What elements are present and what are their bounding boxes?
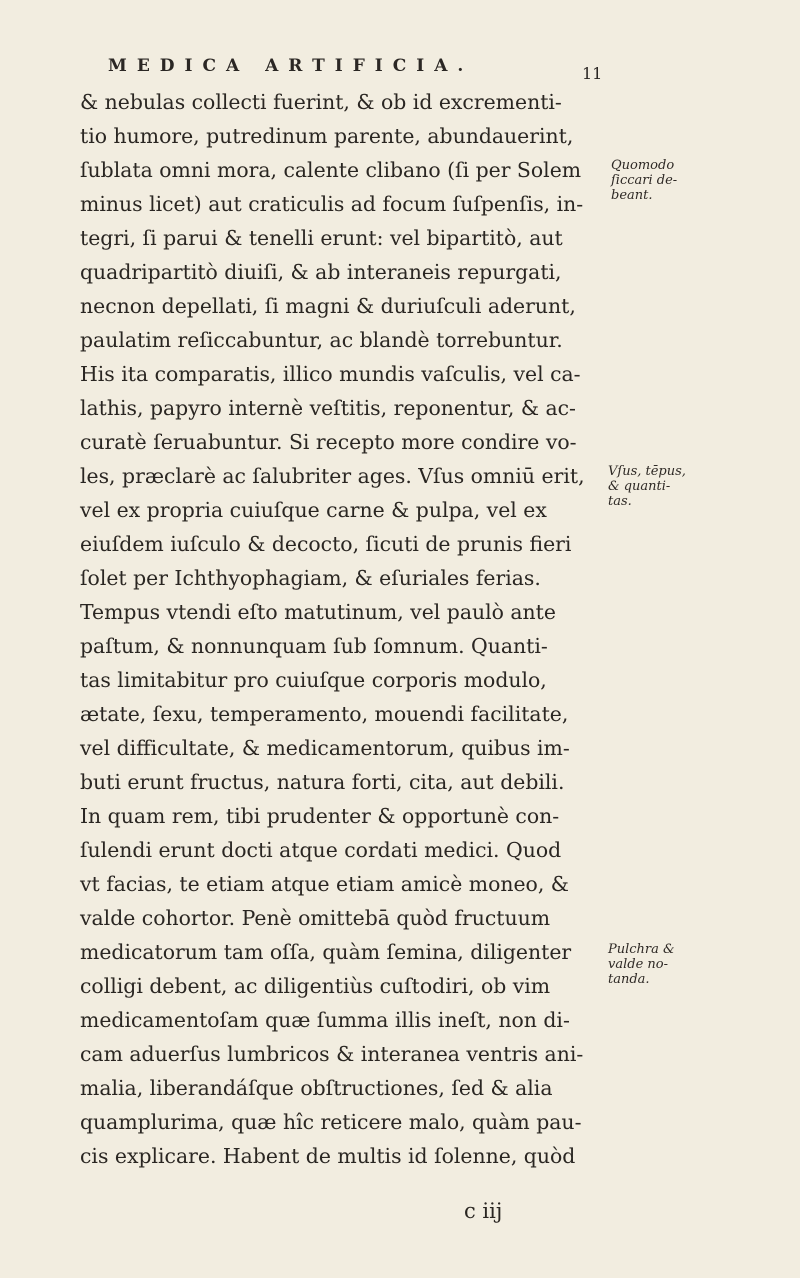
text-line: cam aduerſus lumbricos & interanea ventris ani- xyxy=(80,1042,584,1066)
text-line: medicatorum tam oſſa, quàm ſemina, diligenter xyxy=(80,940,572,964)
marginal-note-line: tanda. xyxy=(608,972,650,987)
text-line: ſulendi erunt docti atque cordati medici. Quod xyxy=(80,838,562,862)
text-line: tio humore, putredinum parente, abundauerint, xyxy=(80,124,574,148)
text-line: tas limitabitur pro cuiuſque corporis modulo, xyxy=(80,668,547,692)
page-number: 11 xyxy=(582,64,603,83)
text-line: ſolet per Ichthyophagiam, & eſuriales ferias. xyxy=(80,566,541,590)
text-line: quamplurima, quæ hîc reticere malo, quàm pau- xyxy=(80,1110,582,1134)
text-line: necnon depellati, ſi magni & duriuſculi aderunt, xyxy=(80,294,576,318)
text-line: paſtum, & nonnunquam ſub ſomnum. Quanti- xyxy=(80,634,548,658)
text-line: curatè ſeruabuntur. Si recepto more condire vo- xyxy=(80,430,577,454)
marginal-note-drying xyxy=(611,158,677,203)
marginal-note-line: Quomodo xyxy=(611,158,675,173)
marginal-note-usage xyxy=(608,464,686,509)
text-line: quadripartitò diuiſi, & ab interaneis repurgati, xyxy=(80,260,562,284)
marginal-note-line: ſiccari de- xyxy=(611,173,678,188)
text-line: ætate, ſexu, temperamento, mouendi facilitate, xyxy=(80,702,569,726)
text-line: malia, liberandáſque obſtructiones, ſed & alia xyxy=(80,1076,553,1100)
text-line: His ita comparatis, illico mundis vaſculis, vel ca- xyxy=(80,362,581,386)
text-line: buti erunt fructus, natura forti, cita, aut debili. xyxy=(80,770,565,794)
text-line: minus licet) aut craticulis ad focum ſuſpenſis, in- xyxy=(80,192,584,216)
text-line: les, præclarè ac ſalubriter ages. Vſus omniū erit, xyxy=(80,464,585,488)
marginal-note-line: valde no- xyxy=(608,957,668,972)
text-line: valde cohortor. Penè omittebā quòd fructuum xyxy=(80,906,551,930)
text-line: colligi debent, ac diligentiùs cuſtodiri, ob vim xyxy=(80,974,551,998)
marginal-note-line: Pulchra & xyxy=(608,942,675,957)
text-line: In quam rem, tibi prudenter & opportunè con- xyxy=(80,804,560,828)
marginal-note-line: beant. xyxy=(611,188,653,203)
marginal-note-line: & quanti- xyxy=(608,479,671,494)
text-line: Tempus vtendi eſto matutinum, vel paulò ante xyxy=(80,600,556,624)
text-line: & nebulas collecti fuerint, & ob id excrementi- xyxy=(80,90,562,114)
text-line: vel ex propria cuiuſque carne & pulpa, vel ex xyxy=(80,498,547,522)
marginal-note-line: tas. xyxy=(608,494,632,509)
text-line: eiuſdem iuſculo & decocto, ſicuti de prunis fieri xyxy=(80,532,572,556)
marginal-note-notable xyxy=(608,942,675,987)
text-line: lathis, papyro internè veſtitis, reponentur, & ac- xyxy=(80,396,576,420)
text-line: paulatim reſiccabuntur, ac blandè torrebuntur. xyxy=(80,328,563,352)
text-line: medicamentoſam quæ ſumma illis ineſt, non di- xyxy=(80,1008,570,1032)
text-line: ſublata omni mora, calente clibano (ſi per Solem xyxy=(80,158,582,182)
marginal-note-line: Vſus, tēpus, xyxy=(608,464,686,479)
text-line: vel difficultate, & medicamentorum, quibus im- xyxy=(80,736,570,760)
running-head: MEDICA ARTIFICIA. xyxy=(108,56,474,76)
text-line: tegri, ſi parui & tenelli erunt: vel bipartitò, aut xyxy=(80,226,563,250)
text-line: cis explicare. Habent de multis id ſolenne, quòd xyxy=(80,1144,576,1168)
signature-mark: c iij xyxy=(464,1199,503,1223)
text-line: vt facias, te etiam atque etiam amicè moneo, & xyxy=(80,872,569,896)
